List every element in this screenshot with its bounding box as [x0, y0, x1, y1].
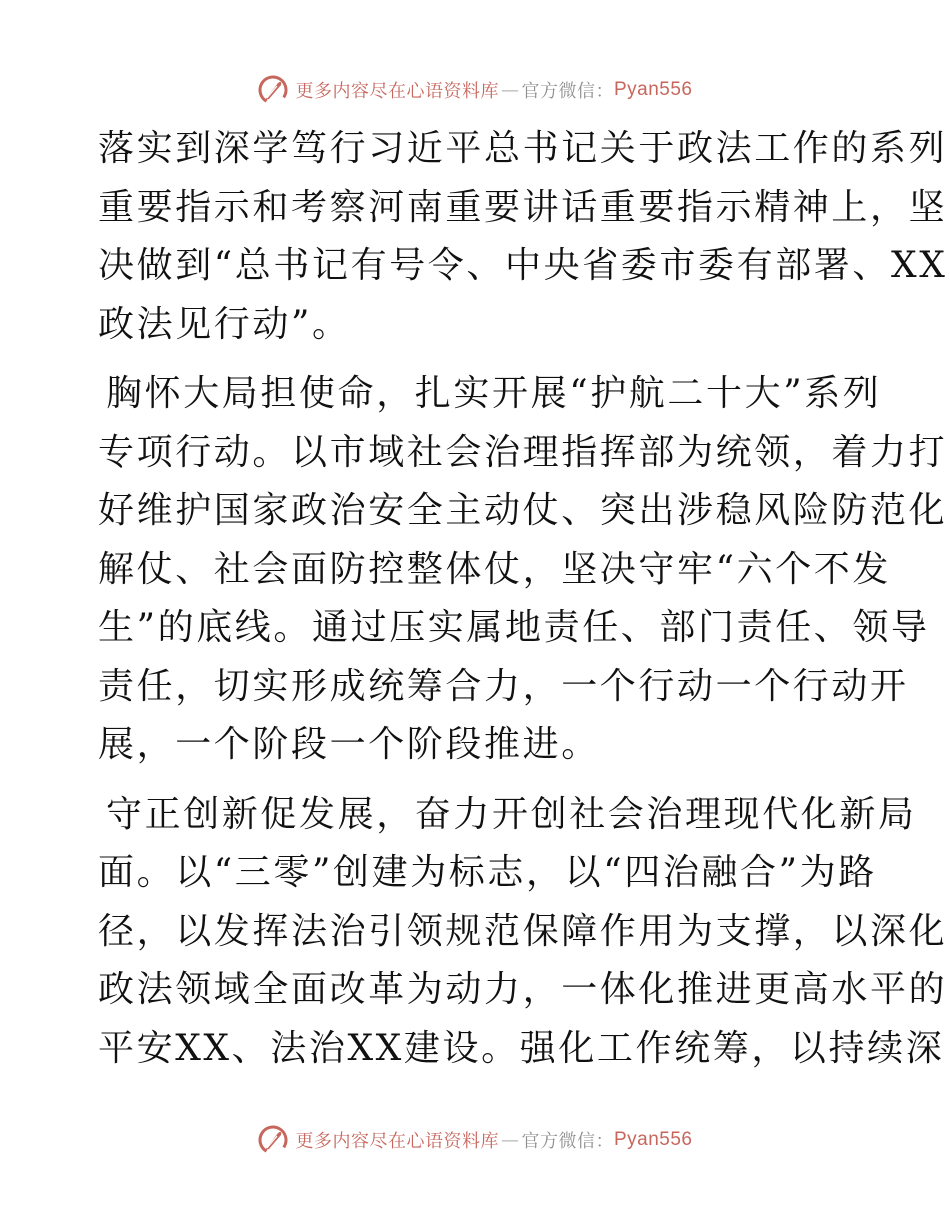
watermark-wechat-id: Pyan556 — [613, 1129, 693, 1150]
text-line: 政法见行动”。 — [98, 303, 351, 345]
text-line: 责任，切实形成统筹合力，一个行动一个行动开 — [98, 665, 909, 707]
text-line: 面。以“三零”创建为标志，以“四治融合”为路 — [98, 852, 877, 893]
paragraph-2 — [0, 365, 950, 775]
watermark-wechat-label: 官方微信： — [521, 1131, 614, 1152]
text-line: 径，以发挥法治引领规范保障作用为支撑，以深化 — [98, 910, 948, 952]
paragraph-gap — [0, 354, 950, 365]
watermark-site-text: 更多内容尽在心语资料库 — [295, 81, 499, 102]
text-line: 平安XX、法治XX建设。强化工作统筹，以持续深 — [98, 1027, 945, 1069]
watermark-dash: — — [500, 1129, 520, 1151]
watermark-wechat-label: 官方微信： — [521, 81, 614, 102]
watermark-wechat-id: Pyan556 — [613, 79, 693, 100]
text-line: 落实到深学笃行习近平总书记关于政法工作的系列 — [98, 128, 948, 169]
text-line: 重要指示和考察河南重要讲话重要指示精神上，坚 — [98, 186, 948, 228]
text-line: 政法领域全面改革为动力，一体化推进更高水平的 — [98, 969, 948, 1010]
footer-watermark — [0, 1122, 950, 1158]
watermark-site-text: 更多内容尽在心语资料库 — [295, 1131, 499, 1152]
text-line: 解仗、社会面防控整体仗，坚决守牢“六个不发 — [98, 548, 892, 590]
text-line: 展，一个阶段一个阶段推进。 — [98, 724, 600, 765]
watermark-dash: — — [500, 79, 520, 101]
quill-logo-icon — [257, 74, 289, 106]
text-line: 胸怀大局担使命，扎实开展“护航二十大”系列 — [106, 373, 882, 414]
document-body — [0, 120, 950, 1078]
paragraph-1 — [0, 120, 950, 354]
text-line: 好维护国家政治安全主动仗、突出涉稳风险防范化 — [98, 490, 948, 531]
text-line: 决做到“总书记有号令、中央省委市委有部署、XX — [98, 245, 948, 286]
text-line: 专项行动。以市域社会治理指挥部为统领，着力打 — [98, 431, 948, 473]
quill-logo-icon — [257, 1124, 289, 1156]
text-line: 守正创新促发展，奋力开创社会治理现代化新局 — [106, 793, 917, 835]
header-watermark — [0, 72, 950, 108]
paragraph-3 — [0, 786, 950, 1079]
paragraph-gap — [0, 775, 950, 786]
text-line: 生”的底线。通过压实属地责任、部门责任、领导 — [98, 607, 930, 648]
